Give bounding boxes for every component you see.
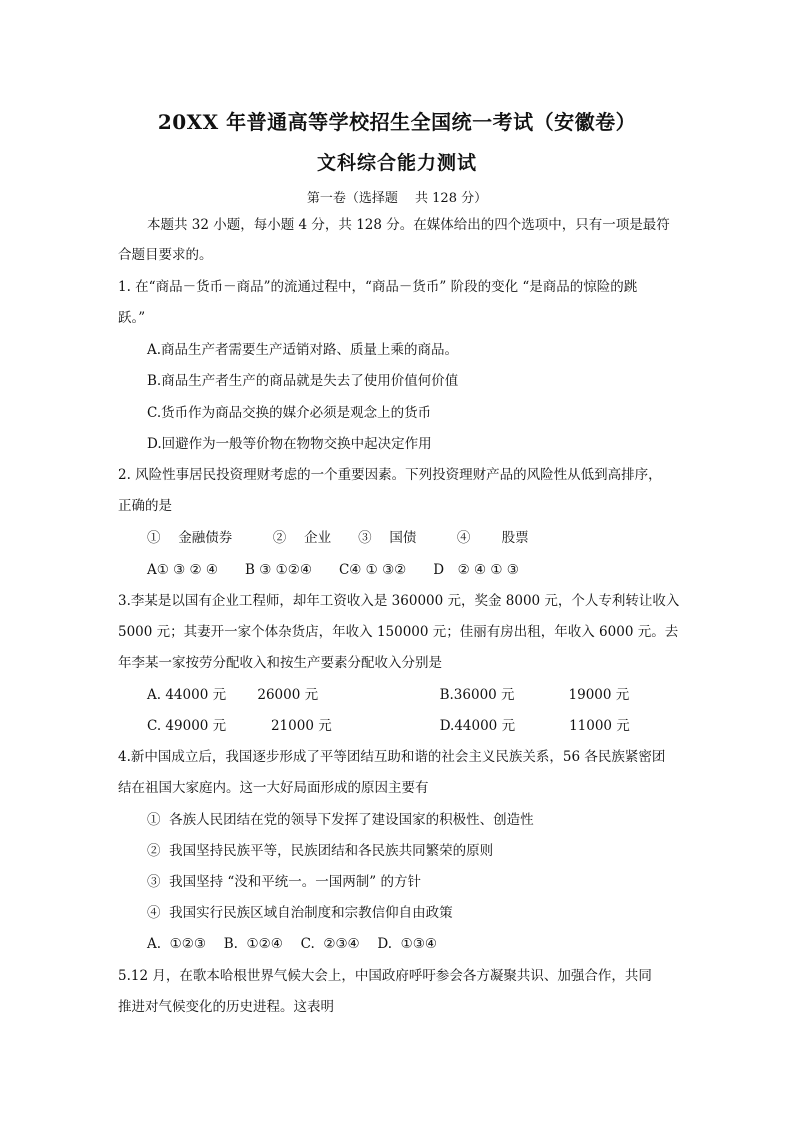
question-4-item-2: ② 我国坚持民族平等，民族团结和各民族共同繁荣的原则 [147,843,494,859]
question-3-options-ab: A. 44000 元 26000 元 B.36000 元 19000 元 [147,687,630,703]
question-1-option-d: D.回避作为一般等价物在物物交换中起决定作用 [147,436,432,452]
question-4-options: A. ①②③ B. ①②④ C. ②③④ D. ①③④ [147,936,437,952]
question-4-stem: 4.新中国成立后，我国逐步形成了平等团结互助和谐的社会主义民族关系，56 各民族紧密团 [118,749,666,765]
intro-line: 合题目要求的。 [118,247,213,263]
question-3-stem: 3.李某是以国有企业工程师，却年工资收入是 360000 元，奖金 8000 元，个人专利转让收入 [118,593,680,609]
question-4-item-1: ① 各族人民团结在党的领导下发挥了建设国家的积极性、创造性 [147,812,534,828]
question-2-options: A① ③ ② ④ B ③ ①②④ C④ ① ③② D ② ④ ① ③ [147,562,519,578]
question-1-stem: 跃。” [118,310,146,326]
question-3-stem: 年李某一家按劳分配收入和按生产要素分配收入分别是 [118,655,442,671]
question-4-item-3: ③ 我国坚持 “没和平统一。一国两制” 的方针 [147,874,421,890]
intro-line: 本题共 32 小题，每小题 4 分，共 128 分。在媒体给出的四个选项中，只有一项是最符 [147,217,670,233]
question-3-stem: 5000 元；其妻开一家个体杂货店，年收入 150000 元；佳丽有房出租，年收入 6000 元。去 [118,624,679,640]
question-4-stem: 结在祖国大家庭内。这一大好局面形成的原因主要有 [118,780,429,796]
question-5-stem: 推进对气候变化的历史进程。这表明 [118,999,334,1015]
section-heading: 第一卷（选择题 共 128 分） [306,191,488,206]
question-5-stem: 5.12 月，在歌本哈根世界气候大会上，中国政府呼吁参会各方凝聚共识、加强合作，共同 [118,968,652,984]
question-2-stem: 2. 风险性事居民投资理财考虑的一个重要因素。下列投资理财产品的风险性从低到高排序， [118,467,662,483]
question-1-stem: 1. 在“商品－货币－商品”的流通过程中，“商品－货币” 阶段的变化 “是商品的惊险的跳 [118,279,638,295]
question-1-option-a: A.商品生产者需要生产适销对路、质量上乘的商品。 [147,342,459,358]
question-3-options-cd: C. 49000 元 21000 元 D.44000 元 11000 元 [147,718,630,734]
question-2-items: ① 金融债券 ② 企业 ③ 国债 ④ 股票 [147,530,529,546]
exam-title: 20XX 年普通高等学校招生全国统一考试（安徽卷） [157,110,637,134]
question-4-item-4: ④ 我国实行民族区域自治制度和宗教信仰自由政策 [147,905,453,921]
exam-subtitle: 文科综合能力测试 [316,152,477,174]
question-1-option-b: B.商品生产者生产的商品就是失去了使用价值何价值 [147,373,459,389]
question-2-stem: 正确的是 [118,498,172,514]
question-1-option-c: C.货币作为商品交换的媒介必须是观念上的货币 [147,405,432,421]
